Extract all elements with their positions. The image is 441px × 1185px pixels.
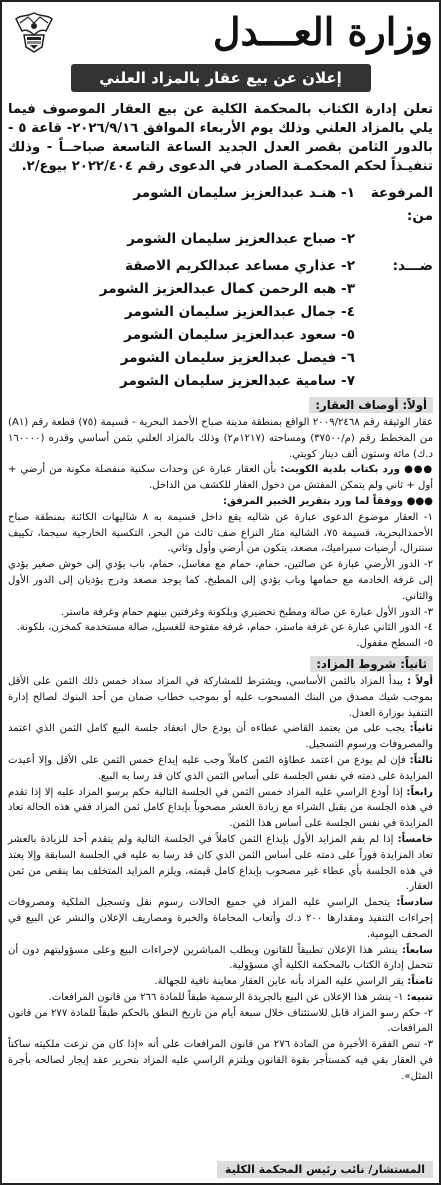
municipality-note [8,462,433,494]
term-item: سادساً: يتحمل الراسي عليه المزاد في جميع الحالات رسوم نقل وتسجيل الملكية ومصروفات إجراءات التنفيذ ومقدارها ٢٠٠ د.ك وأتعاب المحاماة والخبرة ومصاريف الإعلان والنشر عن البيع في الصحف اليومية. [8,897,433,940]
defendant-row [8,301,433,324]
expert-item: ٥- السطح مقفول. [356,638,433,650]
plaintiffs-label: المرفوعة من: [370,185,433,224]
defendant-row [8,255,433,278]
notice-item: تنبيه: ١- ينشر هذا الإعلان عن البيع بالجريدة الرسمية طبقاً للمادة ٢٦٦ من قانون المرافعات. [48,991,433,1003]
announcement-banner: إعلان عن بيع عقار بالمزاد العلني [71,64,371,92]
kuwait-emblem-icon [8,8,60,56]
plaintiff-name: ١- هنـد عبدالعزيز سليمان الشومر [133,185,355,201]
expert-note-label: ●●● ووفقاً لما ورد بتقرير الخبير المرفق: [223,495,433,507]
expert-item: ٢- الدور الأرضي عبارة عن صالتين، حمام، حمام مع مغاسل، حمام، باب يؤدي إلى حوش صغير يؤدي إلى غرفة الخادمة مع حمامها وباب يؤدي إلى المطبخ، كما يوجد مصعد ودرج يؤديان إلى الدور الأول والثاني. [8,559,433,602]
term-item: ثالثاً: فإن لم يودع من اعتمد عطاؤه الثمن كاملاً وجب عليه إيداع خمس الثمن على الأقل وإلا أعيدت المزايدة على ذمته في نفس الجلسة على أساس الثمن الذي كان قد رسا به البيع. [8,754,433,782]
notice-item: ٢- حكم رسو المزاد قابل للاستئناف خلال سبعة أيام من تاريخ النطق بالحكم طبقاً للمادة ٢٧٧ من قانون المرافعات. [8,1007,433,1035]
defendant-name: ٢- عذاري مساعد عبدالكريم الاصقة [125,258,355,274]
term-item: ثامناً: يقر الراسي عليه المزاد بأنه عاين العقار معاينة نافية للجهالة. [154,976,433,988]
defendant-row [8,347,433,370]
ministry-title: وزارة العـــدل [212,9,433,54]
term-item: سابعاً: ينشر هذا الإعلان تطبيقاً للقانون ويطلب المباشرين لإجراءات البيع وعلى مسؤوليتهم دون أن تتحمل إدارة الكتاب بالمحكمة الكلية أي مسؤولية. [8,944,433,972]
plaintiff-row [8,182,433,228]
defendant-name: ٧- سامية عبدالعزيز سليمان الشومر [120,373,355,389]
defendant-name: ٦- فيصل عبدالعزيز سليمان الشومر [120,350,355,366]
plaintiff-row [8,228,433,251]
term-item: خامساً: إذا لم يقم المزايد الأول بإيداع الثمن كاملاً في الجلسة التالية ولم يتقدم أحد للزيادة بالعشر تعاد المزايدة فوراً على ذمته على أساس الثمن الذي كان قد رسا به عليه في الجلسة السابقة وإلا يعتد في هذه الجلسة بأي عطاء غير مصحوب بإيداع كامل قيمته، ويلزم المزايد المتخلف بما ينقص من ثمن العقار. [8,833,433,893]
defendant-name: ٤- جمال عبدالعزيز سليمان الشومر [124,304,355,320]
expert-item: ١- العقار موضوع الدعوى عبارة عن شاليه يقع داخل قسيمة به ٨ شاليهات الكائنة بمنطقة صباح الأحمدالبحرية، قسيمة ٧٥، الشاليه مثار النزاع صف ثالث من البحر، التكسية الخارجية سيجما، تكييف سنترال، أرضيات سيراميك، مصعد، يتكون من أرضي وأول وثاني. [8,511,433,555]
note-text: بأن العقار عبارة عن وحدات سكنية منفصلة مكونة من أرضي + أول + ثاني ولم يتمكن المفتش من دخول العقار للكشف من الداخل. [8,464,433,492]
lead-paragraph: تعلن إدارة الكتاب بالمحكمة الكلية عن بيع العقار الموصوف فيما يلي بالمزاد العلني وذلك يوم الأربعاء الموافق ٢٠٢٦/٩/١٦- قاعة ٥ - بالدور الثامن بقصر العدل الجديد الساعة التاسعة صباحــاً - وذلك تنفيـذاً لحكم المحكمـة الصادر في الدعوى رقم ٢٠٢٢/٤٠٤ بيوع/٢. [8,102,433,174]
defendant-name: ٥- سعود عبدالعزيز سليمان الشومر [124,327,355,343]
expert-item: ٤- الدور الثاني عبارة عن غرفة ماستر، حمام، غرفة مفتوحة للغسيل، صالة مستخدمة كمخزن، بلكونة. [16,622,433,634]
footer [8,1161,433,1178]
term-item: أولاً : يبدأ المزاد بالثمن الأساسي، ويشترط للمشاركة في المزاد سداد خمس ذلك الثمن على الأقل بموجب شيك مصدق من البنك المسحوب عليه أو بموجب خطاب ضمان من أحد البنوك لصالح إدارة التنفيذ بوزارة العدل. [8,675,433,719]
defendant-row [8,370,433,393]
signature: المستشار/ نائب رئيس المحكمة الكلية [217,1161,433,1178]
term-item: ثانياً: يجب على من يعتمد القاضي عطاءه أن يودع حال انعقاد جلسة البيع كامل الثمن الذي اعتمد والمصروفات ورسوم التسجيل. [8,723,433,751]
header [8,6,433,58]
note-label: ●●● ورد بكتاب بلدية الكويت: [280,464,433,476]
property-paragraph: عقار الوثيقة رقم ٢٠٠٩/٢٤٦٨ الواقع بمنطقة مدينة صباح الأحمد البحرية - قسيمة (٧٥) قطعة رقم (A١) من المخطط رقم (م/٣٧٥٠٠) ومساحته (١٢١٧م٢) وذلك بالمزاد العلني بثمن أساسي وقدره (١٦٠٠٠٠ د.ك) مائة وستون ألف دينار كويتي. [8,417,433,460]
auction-terms-section [8,652,433,990]
plaintiff-name: ٢- صباح عبدالعزيز سليمان الشومر [127,231,355,247]
defendant-name: ٣- هبه الرحمن كمال عبدالعزيز الشومر [99,281,355,297]
defendants-label: ضـــد: [392,258,433,274]
section-title: ثانياً: شروط المزاد: [310,656,433,672]
term-item: رابعاً: إذا أودع الراسي عليه المزاد خمس الثمن في الجلسة التالية حكم برسو المزاد عليه إلا إذا تقدم في هذه الجلسة من يقبل الشراء مع زيادة العشر مصحوباً بإيداع كامل ثمن المزاد ففي هذه الحالة تعاد المزايدة في نفس الجلسة على أساس هذا الثمن. [8,786,433,830]
defendant-row [8,324,433,347]
notice-section [8,990,433,1085]
notice-label: تنبيه: [406,991,433,1003]
defendant-row [8,278,433,301]
property-description-section [8,393,433,652]
notice-item: ٣- تنص الفقرة الأخيرة من المادة ٢٧٦ من قانون المرافعات على أنه «إذا كان من نزعت ملكيته ساكناً في العقار بقي فيه كمستأجر بقوة القانون ويلتزم الراسي عليه المزاد بتحرير عقد إيجار لصالحه بأجرة المثل». [8,1039,433,1082]
parties-block [8,182,433,393]
expert-item: ٣- الدور الأول عبارة عن صالة ومطبخ تحضيري وبلكونة وغرفتين بينهم حمام وغرفة ماستر. [60,606,433,618]
section-title: أولاً: أوصاف العقار: [309,397,433,413]
